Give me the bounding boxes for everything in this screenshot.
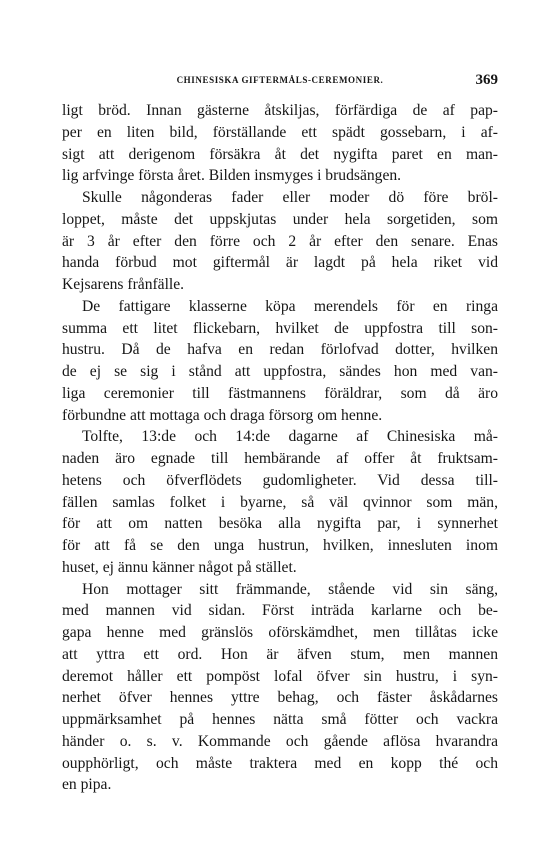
- text-line: deremot håller ett pompöst lofal öfver sin hustru, i syn-: [62, 667, 498, 685]
- text-line: per en liten bild, förställande ett spädt gossebarn, i af-: [62, 123, 498, 141]
- text-line: oupphörligt, och måste traktera med en kopp thé och: [62, 754, 498, 772]
- text-line: De fattigare klasserne köpa merendels för en ringa: [82, 297, 498, 315]
- text-line: summa ett litet flickebarn, hvilket de uppfostra till son-: [62, 319, 498, 337]
- text-line: förbundne att mottaga och draga försorg om henne.: [62, 406, 383, 424]
- text-line: nerhet öfver hennes yttre behag, och fäster åskådarnes: [62, 689, 498, 707]
- body-text: [62, 100, 498, 796]
- text-line: fällen samlas folket i byarne, så väl qvinnor som män,: [62, 493, 498, 511]
- running-title: CHINESISKA GIFTERMÅLS-CEREMONIER.: [176, 75, 384, 85]
- text-line: hetens och öfverflödets gudomligheter. Vid dessa till-: [62, 471, 498, 489]
- text-line: med mannen vid sidan. Först inträda karlarne och be-: [62, 602, 498, 620]
- text-line: lig arfvinge första året. Bilden insmyges i brudsängen.: [62, 167, 402, 185]
- text-line: händer o. s. v. Kommande och gående aflösa hvarandra: [62, 732, 498, 750]
- text-line: Skulle någonderas fader eller moder dö före bröl-: [82, 189, 498, 206]
- text-line: Tolfte, 13:de och 14:de dagarne af Chinesiska må-: [82, 428, 498, 446]
- text-line: hustru. Då de hafva en redan förlofvad dotter, hvilken: [62, 341, 498, 359]
- text-line: för att få se den unga hustrun, hvilken, innesluten inom: [62, 537, 498, 554]
- text-line: huset, ej ännu känner något på stället.: [62, 558, 297, 576]
- text-line: loppet, måste det uppskjutas under hela sorgetiden, som: [62, 210, 498, 228]
- text-line: Hon mottager sitt främmande, stående vid sin säng,: [82, 580, 498, 598]
- text-line: är 3 år efter den förre och 2 år efter den senare. Enas: [62, 232, 498, 250]
- text-line: Kejsarens frånfälle.: [62, 276, 185, 293]
- text-line: liga ceremonier till fästmannens föräldrar, som då äro: [62, 384, 498, 402]
- text-line: för att om natten besöka alla nygifta par, i synnerhet: [62, 515, 498, 533]
- text-line: handa förbud mot giftermål är lagdt på hela riket vid: [62, 254, 498, 272]
- text-line: sigt att derigenom försäkra åt det nygifta paret en man-: [62, 145, 498, 163]
- text-line: ligt bröd. Innan gästerne åtskiljas, förfärdiga de af pap-: [62, 102, 498, 119]
- text-line: uppmärksamhet på hennes nätta små fötter och vackra: [62, 711, 498, 728]
- page-number: 369: [475, 72, 498, 88]
- text-line: att yttra ett ord. Hon är äfven stum, men mannen: [62, 645, 498, 663]
- text-line: gapa henne med gränslös oförskämdhet, men tillåtas icke: [62, 624, 498, 641]
- text-line: de ej se sig i stånd att uppfostra, sändes hon med van-: [62, 363, 498, 380]
- running-header: [62, 72, 498, 95]
- text-line: en pipa.: [62, 776, 112, 794]
- text-line: naden äro egnade till hembärande af offer åt fruktsam-: [62, 450, 498, 467]
